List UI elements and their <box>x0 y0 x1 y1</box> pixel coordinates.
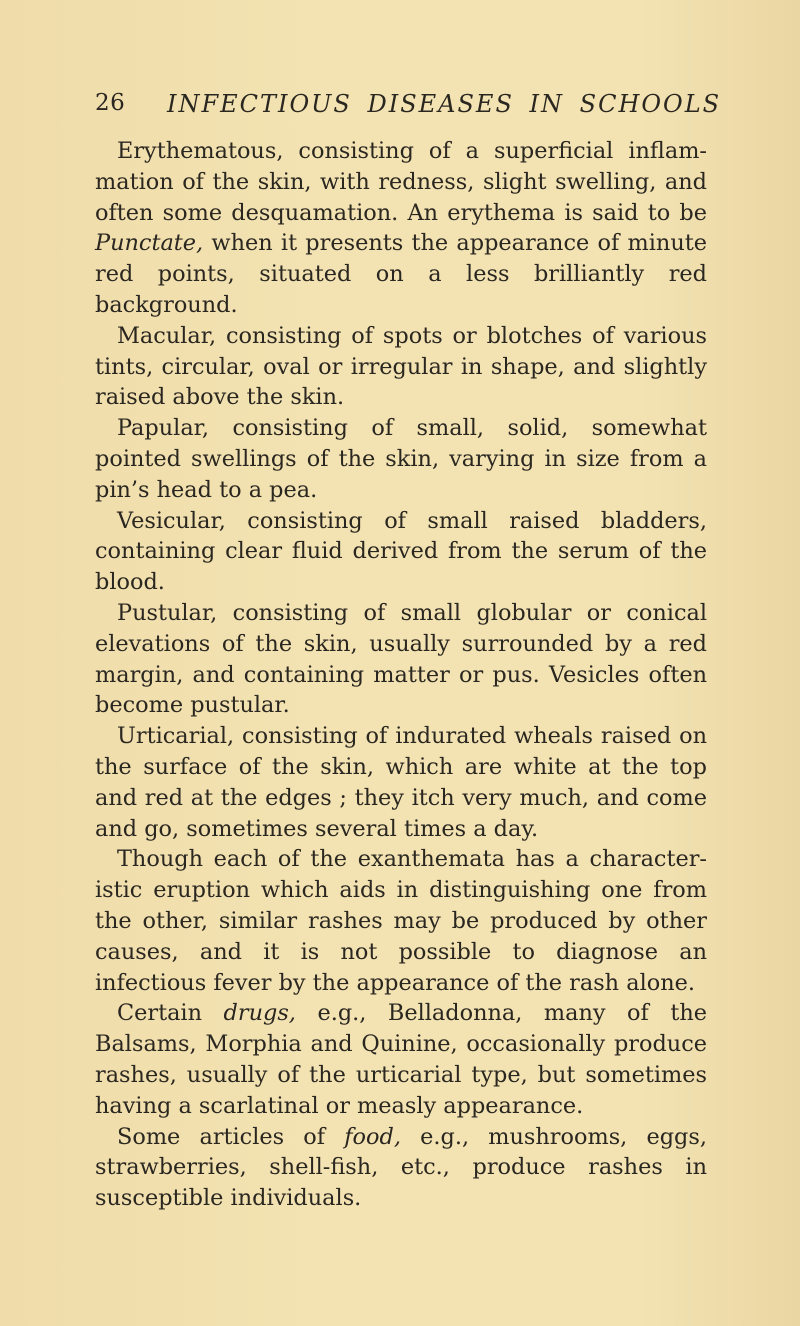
paragraph-drugs <box>95 998 707 1121</box>
running-title: INFECTIOUS DISEASES IN SCHOOLS <box>167 90 722 118</box>
text-segment: Certain <box>117 1000 224 1027</box>
paragraph-urticarial <box>95 721 707 844</box>
body-text <box>95 136 707 1214</box>
paragraph-exanthemata <box>95 844 707 998</box>
text-segment: e.g., mushrooms, eggs, strawberries, shell-fish, etc., produce rashes in susceptible individuals. <box>95 1123 707 1212</box>
text-segment: Though each of the exanthemata has a characteristic eruption which aids in distinguishing one from the other, similar rashes may be produced by other causes, and it is not possible to diagnose an infectious fever by the appearance of the rash alone. <box>95 846 707 996</box>
text-segment: Papular, consisting of small, solid, somewhat pointed swellings of the skin, varying in size from a pin’s head to a pea. <box>95 415 707 503</box>
paragraph-pustular <box>95 598 707 721</box>
page-number: 26 <box>95 90 126 116</box>
paragraph-papular <box>95 413 707 505</box>
text-segment: Erythematous, consisting of a superficial inflammation of the skin, with redness, slight swelling, and often some desquamation. An erythema is said to be <box>95 138 707 226</box>
paragraph-food <box>95 1122 707 1214</box>
text-segment: when it presents the appearance of minute red points, situated on a less brilliantly red background. <box>95 230 707 318</box>
text-segment: Vesicular, consisting of small raised bladders, containing clear fluid derived from the serum of the blood. <box>95 507 707 596</box>
text-segment: Pustular, consisting of small globular or conical elevations of the skin, usually surrounded by a red margin, and containing matter or pus. Vesicles often become pustular. <box>95 599 707 719</box>
paragraph-vesicular <box>95 506 707 598</box>
italic-term-punctate: Punctate, <box>95 230 204 257</box>
paragraph-erythematous <box>95 136 707 321</box>
text-segment: Macular, consisting of spots or blotches of various tints, circular, oval or irregular in shape, and slightly raised above the skin. <box>95 322 707 411</box>
text-segment: Urticarial, consisting of indurated wheals raised on the surface of the skin, which are white at the top and red at the edges ; they itch very much, and come and go, sometimes several times a day. <box>95 723 707 842</box>
paragraph-macular <box>95 321 707 413</box>
italic-term-drugs: drugs, <box>223 1000 296 1027</box>
text-segment: e.g., Belladonna, many of the Balsams, Morphia and Quinine, occasionally produce rashes, usually of the urticarial type, but sometimes having a scarlatinal or measly appearance. <box>95 1000 707 1119</box>
italic-term-food: food, <box>344 1123 401 1150</box>
text-segment: Some articles of <box>117 1123 345 1150</box>
